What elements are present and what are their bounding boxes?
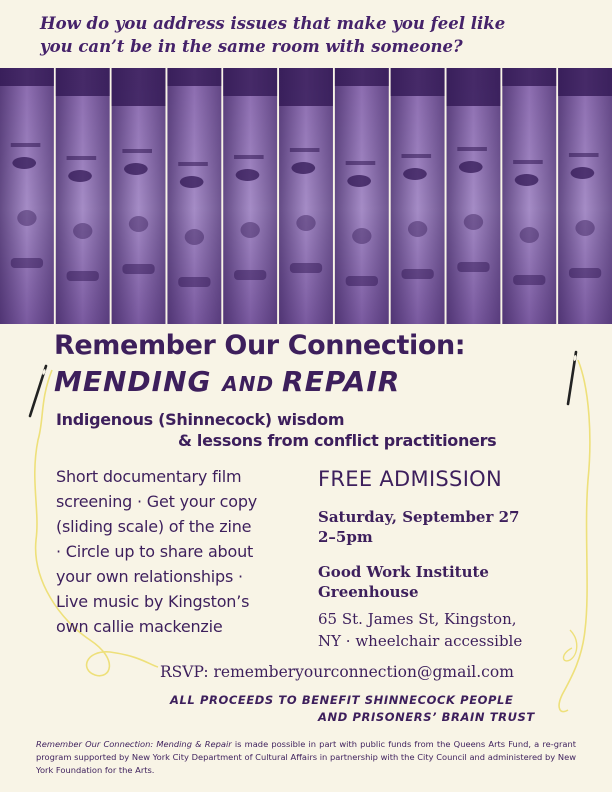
subtitle-and: AND [222,372,283,396]
event-date: Saturday, September 27 [318,508,520,526]
footer-title: Remember Our Connection: Mending & Repair [36,739,232,749]
subtitle-mending: MENDING [54,365,223,398]
portrait-panel [223,68,277,324]
event-title: Remember Our Connection: [54,330,466,361]
portrait-photo-strip [0,68,612,324]
description-line: · Circle up to share about [56,542,254,561]
address-line-2: NY · wheelchair accessible [318,632,523,650]
free-admission: FREE ADMISSION [318,467,503,491]
portrait-panel [56,68,110,324]
tagline-line-2: you can’t be in the same room with someone? [40,37,463,56]
portrait-panel [335,68,389,324]
tagline-practitioners: & lessons from conflict practitioners [178,431,497,450]
description-line: Live music by Kingston’s [56,592,250,611]
subtitle-repair: REPAIR [282,365,401,398]
proceeds-line-1: ALL PROCEEDS TO BENEFIT SHINNECOCK PEOPLE [170,693,514,707]
description-line: Short documentary film [56,467,242,486]
portrait-panel [558,68,612,324]
tagline [40,12,580,58]
portrait-panel [0,68,54,324]
portrait-panel [502,68,556,324]
venue-name: Good Work Institute [318,563,489,581]
description-line: your own relationships · [56,567,243,586]
address-line: 65 St. James St, Kingston, [318,610,517,628]
funding-credit [36,738,576,777]
rsvp-email: RSVP: rememberyourconnection@gmail.com [160,663,514,681]
portrait-panel [279,68,333,324]
tagline-line-1: How do you address issues that make you feel like [40,14,506,33]
proceeds-line-2: AND PRISONERS’ BRAIN TRUST [318,710,535,724]
needle-right-icon [568,352,577,404]
footer-text: is made possible in part with public funds from the Queens Arts Fund, a re-grant program supported by New York City Department of Cultural Affairs in partnership with the City Council and administered by New York Foundation for the Arts. [36,739,576,775]
needle-left-icon [30,366,46,416]
tagline-indigenous: Indigenous (Shinnecock) wisdom [56,410,345,429]
description-line: own callie mackenzie [56,617,223,636]
portrait-panel [447,68,501,324]
thread-right-loop [564,630,577,661]
description-line: screening · Get your copy [56,492,258,511]
portrait-panel [167,68,221,324]
portrait-panel [112,68,166,324]
venue-name-2: Greenhouse [318,583,419,601]
event-time: 2–5pm [318,528,373,546]
event-subtitle [54,365,400,398]
portrait-panel [391,68,445,324]
description-line: (sliding scale) of the zine [56,517,252,536]
